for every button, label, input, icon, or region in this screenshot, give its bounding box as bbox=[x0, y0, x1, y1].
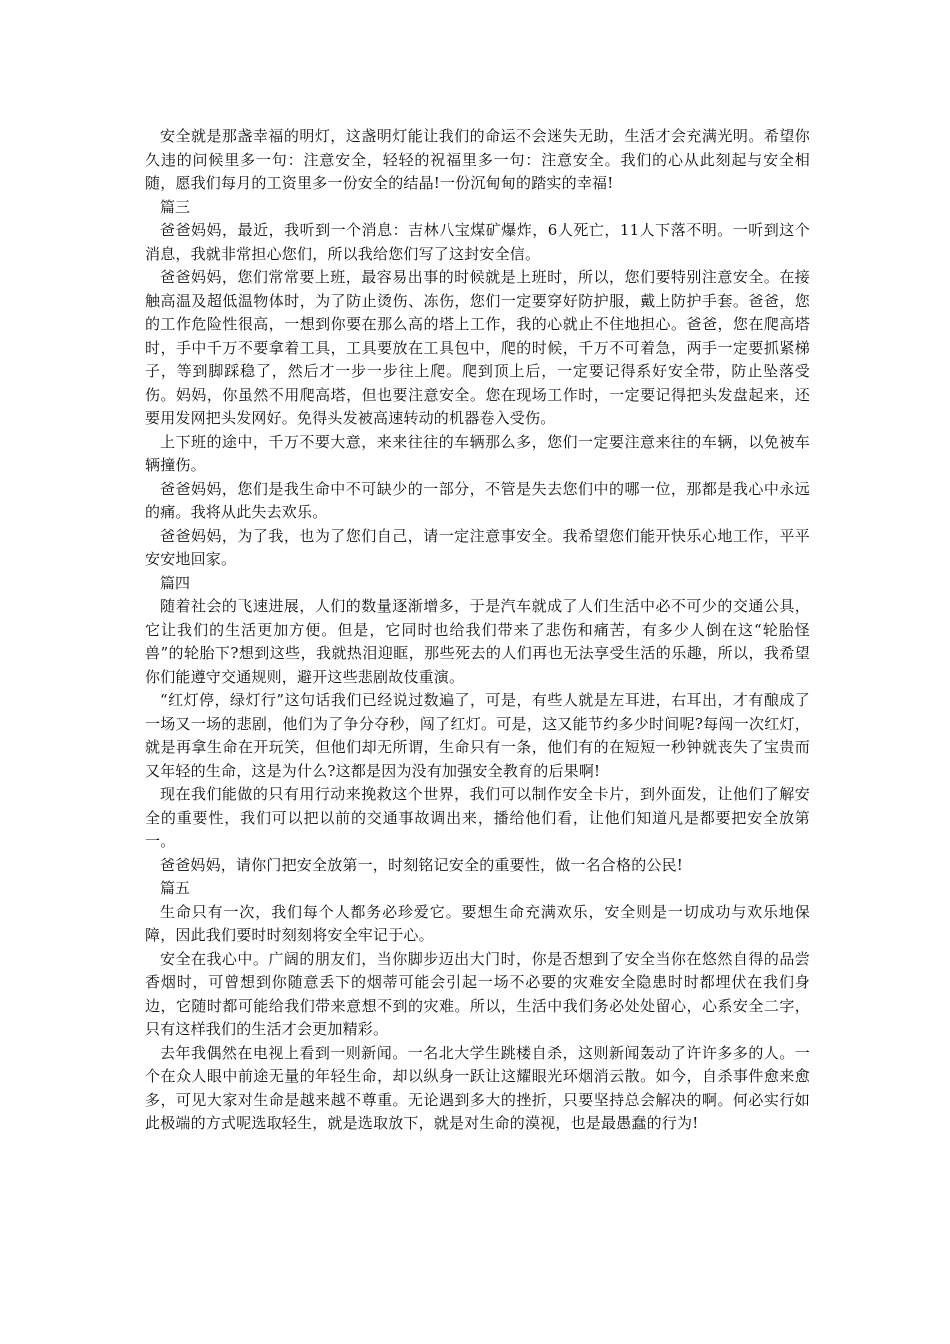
paragraph: 去年我偶然在电视上看到一则新闻。一名北大学生跳楼自杀，这则新闻轰动了许许多多的人。一个在众人眼中前途无量的年轻生命，却以纵身一跃让这耀眼光环烟消云散。如今，自杀事件愈来愈多，可见大家对生命是越来越不尊重。无论遇到多大的挫折，只要坚持总会解决的啊。何必实行如此极端的方式呢选取轻生，就是选取放下，就是对生命的漠视，也是最愚蠢的行为! bbox=[145, 1043, 810, 1132]
paragraph: 生命只有一次，我们每个人都务必珍爱它。要想生命充满欢乐，安全则是一切成功与欢乐地保障，因此我们要时时刻刻将安全牢记于心。 bbox=[145, 902, 810, 944]
section-heading: 篇三 bbox=[160, 197, 191, 216]
paragraph: 安全在我心中。广阔的朋友们，当你脚步迈出大门时，你是否想到了安全当你在悠然自得的品尝香烟时，可曾想到你随意丢下的烟蒂可能会引起一场不必要的灾难安全隐患时时都埋伏在我们身边，它随时都可能给我们带来意想不到的灾难。所以，生活中我们务必处处留心，心系安全二字，只有这样我们的生活才会更加精彩。 bbox=[145, 949, 810, 1038]
paragraph: “红灯停，绿灯行”这句话我们已经说过数遍了，可是，有些人就是左耳进，右耳出，才有酿成了一场又一场的悲剧，他们为了争分夺秒，闯了红灯。可是，这又能节约多少时间呢?每闯一次红灯，就是再拿生命在开玩笑，但他们却无所谓，生命只有一条，他们有的在短短一秒钟就丧失了宝贵而又年轻的生命，这是为什么?这都是因为没有加强安全教育的后果啊! bbox=[145, 691, 810, 780]
paragraph: 上下班的途中，千万不要大意，来来往往的车辆那么多，您们一定要注意来往的车辆，以免被车辆撞伤。 bbox=[145, 432, 810, 474]
paragraph: 爸爸妈妈，为了我，也为了您们自己，请一定注意事安全。我希望您们能开快乐心地工作，平平安安地回家。 bbox=[145, 526, 810, 568]
paragraph: 安全就是那盏幸福的明灯，这盏明灯能让我们的命运不会迷失无助，生活才会充满光明。希望你久违的问候里多一句：注意安全，轻轻的祝福里多一句：注意安全。我们的心从此刻起与安全相随，愿我们每月的工资里多一份安全的结晶!一份沉甸甸的踏实的幸福! bbox=[145, 127, 810, 192]
section-heading: 篇四 bbox=[160, 573, 191, 592]
paragraph: 现在我们能做的只有用行动来挽救这个世界，我们可以制作安全卡片，到外面发，让他们了解安全的重要性，我们可以把以前的交通事故调出来，播给他们看，让他们知道凡是都要把安全放第一。 bbox=[145, 785, 810, 850]
document-page bbox=[145, 125, 810, 1136]
paragraph: 爸爸妈妈，最近，我听到一个消息：吉林八宝煤矿爆炸，6人死亡，11人下落不明。一听到这个消息，我就非常担心您们，所以我给您们写了这封安全信。 bbox=[145, 221, 810, 263]
paragraph: 随着社会的飞速进展，人们的数量逐渐增多，于是汽车就成了人们生活中必不可少的交通公具，它让我们的生活更加方便。但是，它同时也给我们带来了悲伤和痛苦，有多少人倒在这“轮胎怪兽”的轮胎下?想到这些，我就热泪迎眶，那些死去的人们再也无法享受生活的乐趣，所以，我希望你们能遵守交通规则，避开这些悲剧故伎重演。 bbox=[145, 597, 810, 686]
paragraph: 爸爸妈妈，请你门把安全放第一，时刻铭记安全的重要性，做一名合格的公民! bbox=[160, 855, 684, 874]
section-heading: 篇五 bbox=[160, 879, 191, 897]
paragraph: 爸爸妈妈，您们常常要上班，最容易出事的时候就是上班时，所以，您们要特别注意安全。在接触高温及超低温物体时，为了防止烫伤、冻伤，您们一定要穿好防护服，戴上防护手套。爸爸，您的工作危险性很高，一想到你要在那么高的塔上工作，我的心就止不住地担心。爸爸，您在爬高塔时，手中千万不要拿着工具，工具要放在工具包中，爬的时候，千万不可着急，两手一定要抓紧梯子，等到脚踩稳了，然后才一步一步往上爬。爬到顶上后，一定要记得系好安全带，防止坠落受伤。妈妈，你虽然不用爬高塔，但也要注意安全。您在现场工作时，一定要记得把头发盘起来，还要用发网把头发网好。免得头发被高速转动的机器卷入受伤。 bbox=[145, 268, 810, 427]
paragraph: 爸爸妈妈，您们是我生命中不可缺少的一部分，不管是失去您们中的哪一位，那都是我心中永远的痛。我将从此失去欢乐。 bbox=[145, 479, 810, 521]
